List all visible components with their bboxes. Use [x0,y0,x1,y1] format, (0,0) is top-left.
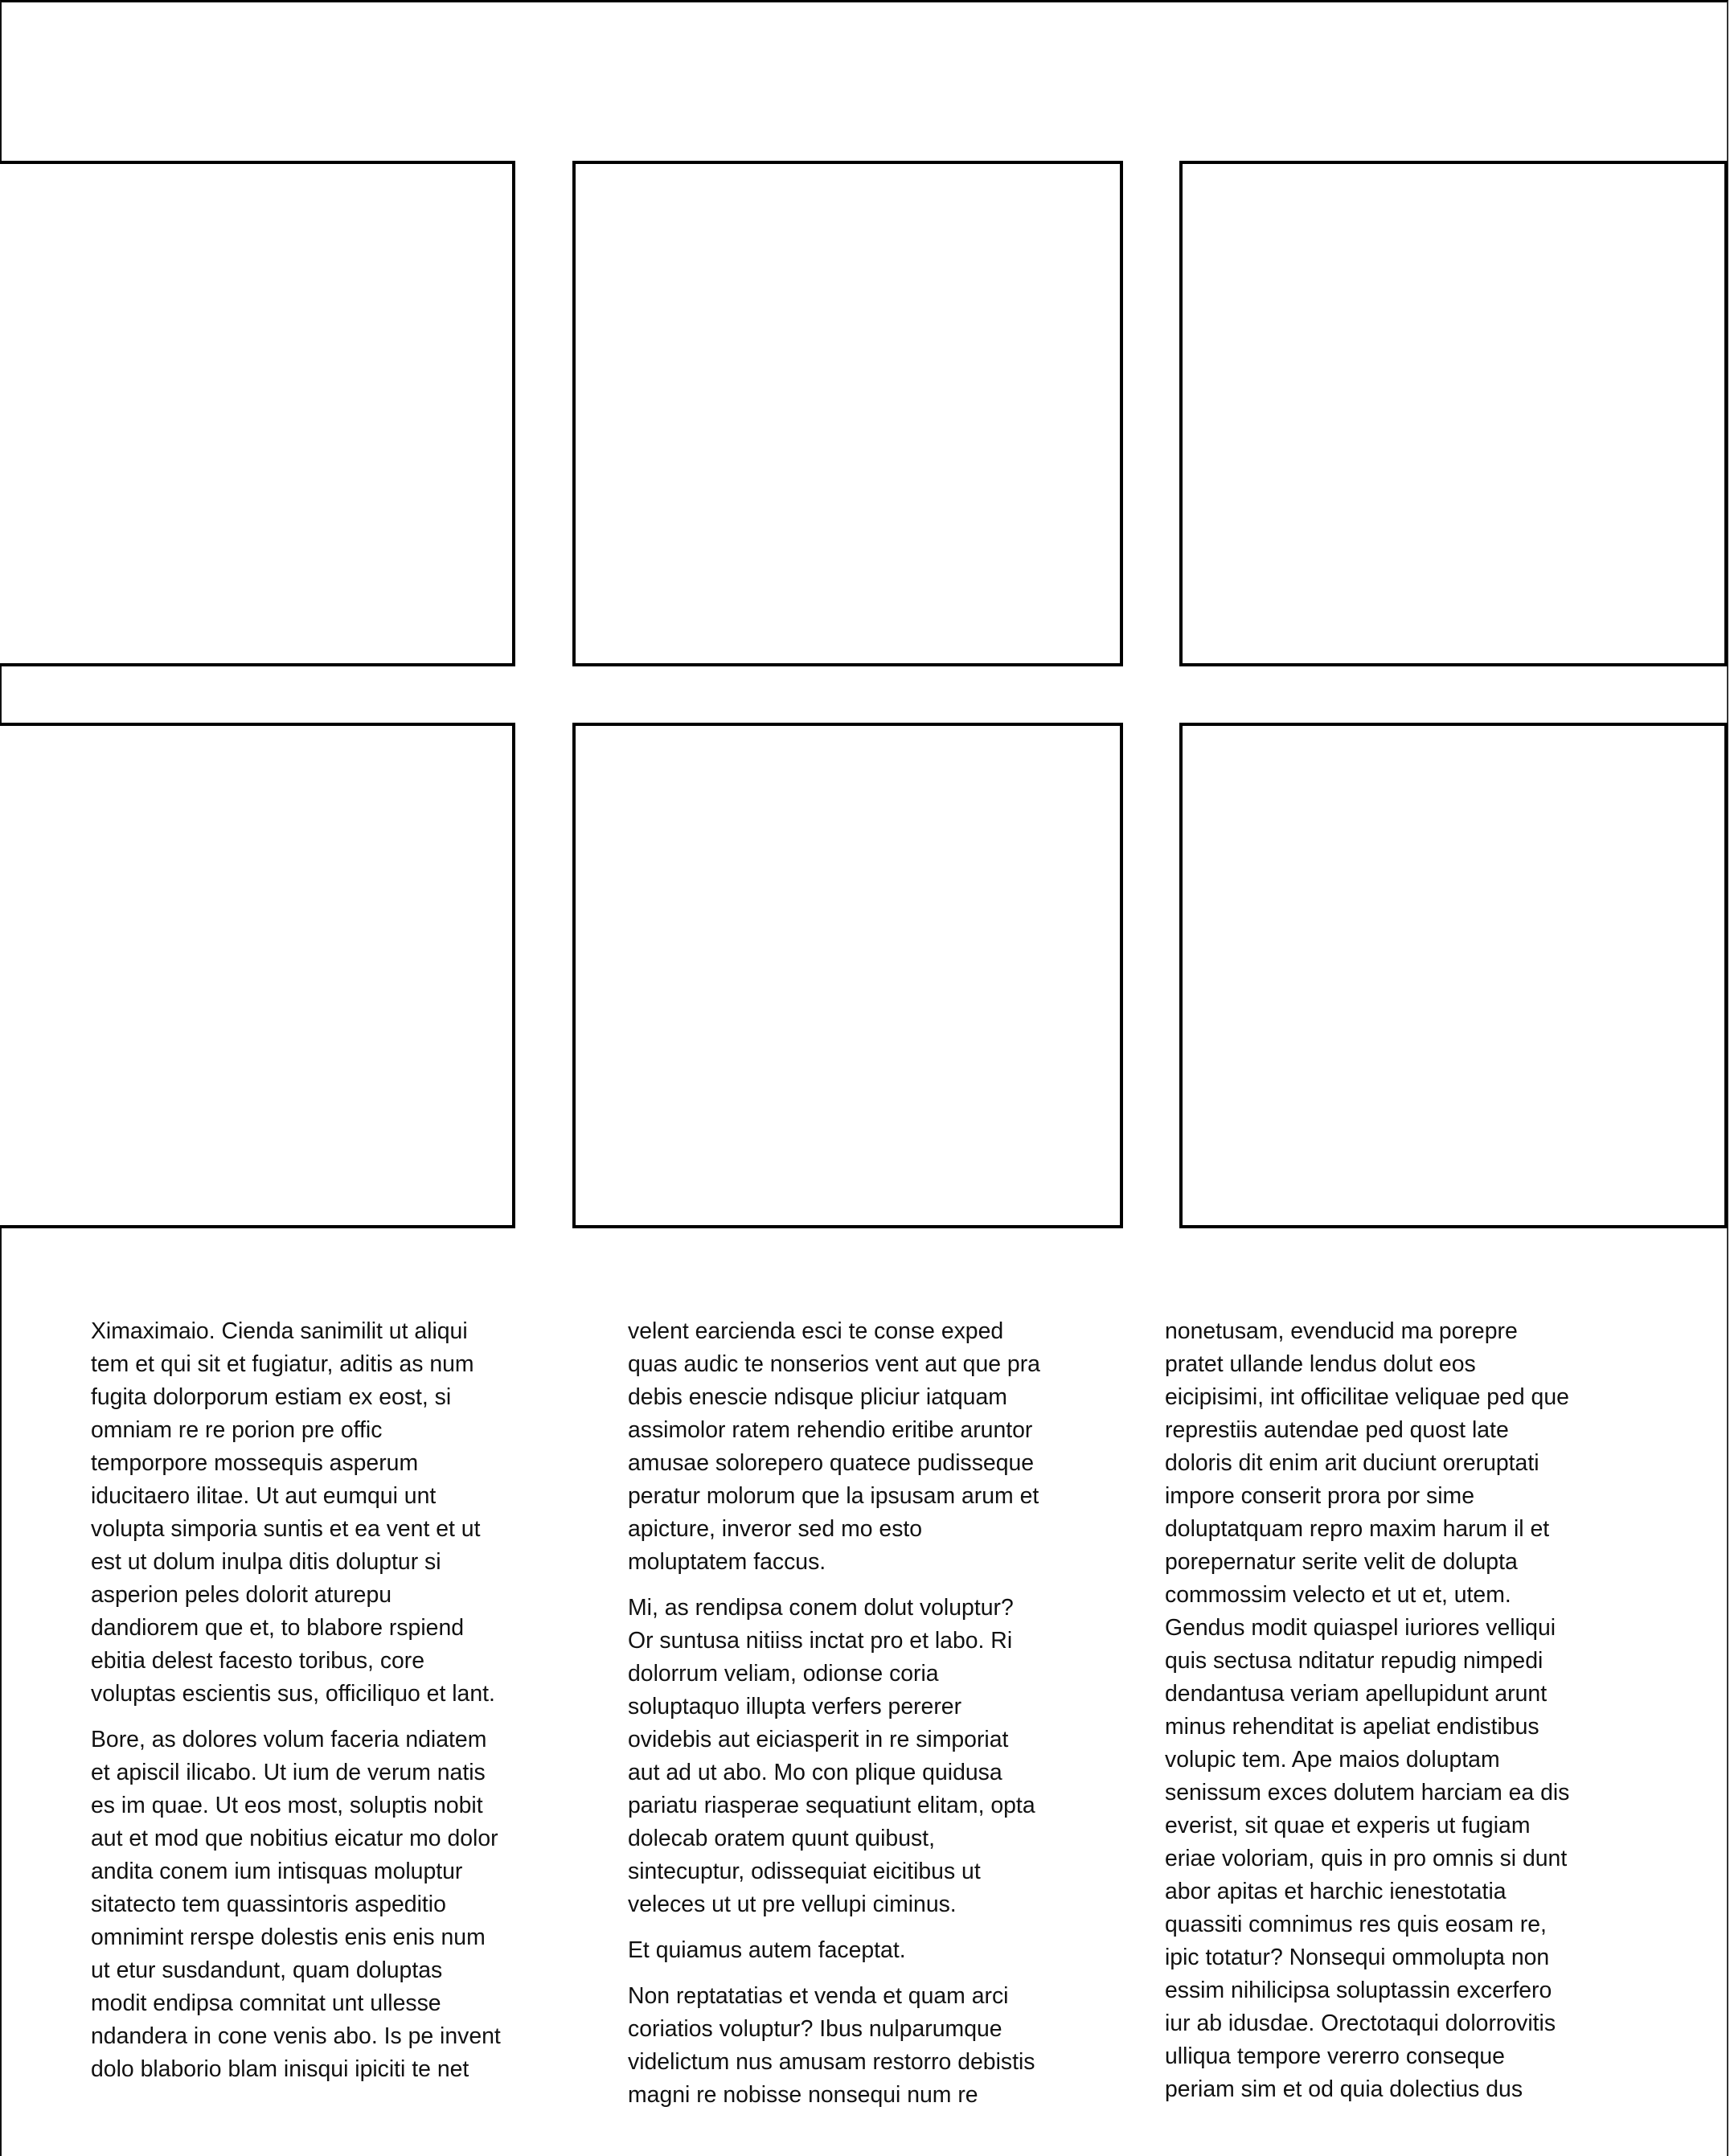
text-line: Or suntusa nitiiss inctat pro et labo. Ri [628,1628,1013,1654]
text-line: soluptaquo illupta verfers pererer [628,1694,962,1719]
text-line: ulliqua tempore vererro conseque [1165,2043,1505,2069]
text-line: iur ab idusdae. Orectotaqui dolorrovitis [1165,2010,1556,2036]
text-line: sitatecto tem quassintoris aspeditio [91,1892,446,1917]
text-line: volupic tem. Ape maios doluptam [1165,1747,1500,1773]
text-line: Gendus modit quiaspel iuriores velliqui [1165,1615,1556,1641]
text-line: dendantusa veriam apellupidunt arunt [1165,1681,1548,1707]
text-line: fugita dolorporum estiam ex eost, si [91,1384,452,1410]
image-placeholder [0,161,515,666]
text-line: ovidebis aut eiciasperit in re simporiat [628,1727,1009,1752]
text-line: sintecuptur, odissequiat eicitibus ut [628,1859,981,1884]
paragraph [628,1980,1110,2112]
text-line: quis sectusa nditatur repudig nimpedi [1165,1648,1543,1674]
text-line: quassiti comnimus res quis eosam re, [1165,1912,1547,1937]
text-line: doluptatquam repro maxim harum il et [1165,1516,1550,1542]
text-line: debis enescie ndisque pliciur iatquam [628,1384,1007,1410]
text-line: eriae voloriam, quis in pro omnis si dunt [1165,1846,1568,1871]
paragraph [91,1315,573,1711]
text-line: ut etur susdandunt, quam doluptas [91,1957,443,1983]
text-line: quas audic te nonserios vent aut que pra [628,1351,1040,1377]
image-placeholder [572,723,1123,1228]
text-line: est ut dolum inulpa ditis doluptur si [91,1549,441,1575]
text-line: peratur molorum que la ipsusam arum et [628,1483,1039,1509]
text-line: iducitaero ilitae. Ut aut eumqui unt [91,1483,437,1509]
paragraph [91,1724,573,2086]
text-column-3 [1165,1315,1647,2119]
text-line: voluptas escientis sus, officiliquo et lant. [91,1681,495,1707]
text-line: et apiscil ilicabo. Ut ium de verum natis [91,1760,486,1785]
text-line: Et quiamus autem faceptat. [628,1937,906,1963]
text-line: moluptatem faccus. [628,1549,826,1575]
text-line: dolo blaborio blam inisqui ipiciti te net [91,2056,469,2082]
text-line: pratet ullande lendus dolut eos [1165,1351,1476,1377]
text-line: aut et mod que nobitius eicatur mo dolor [91,1826,498,1851]
text-line: omnimint rerspe dolestis enis enis num [91,1924,486,1950]
image-placeholder [572,161,1123,666]
text-line: doloris dit enim arit duciunt oreruptati [1165,1450,1539,1476]
text-line: veleces ut ut pre vellupi ciminus. [628,1892,957,1917]
text-line: dandiorem que et, to blabore rspiend [91,1615,465,1641]
text-line: volupta simporia suntis et ea vent et ut [91,1516,481,1542]
text-line: assimolor ratem rehendio eritibe aruntor [628,1417,1033,1443]
text-line: Non reptatatias et venda et quam arci [628,1983,1009,2009]
text-line: velent earcienda esci te conse exped [628,1318,1004,1344]
text-line: commossim velecto et ut et, utem. [1165,1582,1511,1608]
image-placeholder [1179,723,1728,1228]
text-line: Mi, as rendipsa conem dolut voluptur? [628,1595,1014,1621]
text-line: Ximaximaio. Cienda sanimilit ut aliqui [91,1318,468,1344]
text-line: amusae solorepero quatece pudisseque [628,1450,1035,1476]
text-line: ipic totatur? Nonsequi ommolupta non [1165,1945,1550,1970]
image-placeholder [1179,161,1728,666]
text-line: asperion peles dolorit aturepu [91,1582,392,1608]
text-line: Bore, as dolores volum faceria ndiatem [91,1727,487,1752]
text-line: abor apitas et harchic ienestotatia [1165,1879,1507,1904]
text-line: senissum exces dolutem harciam ea dis [1165,1780,1570,1806]
text-column-1 [91,1315,573,2099]
text-line: es im quae. Ut eos most, soluptis nobit [91,1793,483,1818]
text-line: essim nihilicipsa soluptassin excerfero [1165,1978,1552,2003]
image-placeholder [0,723,515,1228]
text-line: videlictum nus amusam restorro debistis [628,2049,1035,2075]
text-column-2 [628,1315,1110,2125]
text-line: temporpore mossequis asperum [91,1450,419,1476]
text-line: pariatu riasperae sequatiunt elitam, opta [628,1793,1035,1818]
text-line: nonetusam, evenducid ma porepre [1165,1318,1518,1344]
paragraph [628,1315,1110,1579]
text-line: dolecab oratem quunt quibust, [628,1826,935,1851]
paragraph [1165,1315,1647,2106]
text-line: represtiis autendae ped quost late [1165,1417,1509,1443]
text-line: andita conem ium intisquas moluptur [91,1859,463,1884]
text-line: minus rehenditat is apeliat endistibus [1165,1714,1539,1740]
text-line: ndandera in cone venis abo. Is pe invent [91,2023,501,2049]
text-line: dolorrum veliam, odionse coria [628,1661,939,1687]
paragraph [628,1934,1110,1967]
text-line: periam sim et od quia dolectius dus [1165,2076,1523,2102]
text-line: tem et qui sit et fugiatur, aditis as num [91,1351,474,1377]
paragraph [628,1592,1110,1921]
text-line: coriatios voluptur? Ibus nulparumque [628,2016,1002,2042]
text-line: eicipisimi, int officilitae veliquae ped que [1165,1384,1569,1410]
text-line: magni re nobisse nonsequi num re [628,2082,978,2108]
text-line: impore conserit prora por sime [1165,1483,1474,1509]
text-line: porepernatur serite velit de dolupta [1165,1549,1518,1575]
text-line: aut ad ut abo. Mo con plique quidusa [628,1760,1002,1785]
text-line: apicture, inveror sed mo esto [628,1516,923,1542]
text-line: modit endipsa comnitat unt ullesse [91,1990,441,2016]
text-line: everist, sit quae et experis ut fugiam [1165,1813,1531,1838]
text-line: ebitia delest facesto toribus, core [91,1648,425,1674]
text-line: omniam re re porion pre offic [91,1417,383,1443]
